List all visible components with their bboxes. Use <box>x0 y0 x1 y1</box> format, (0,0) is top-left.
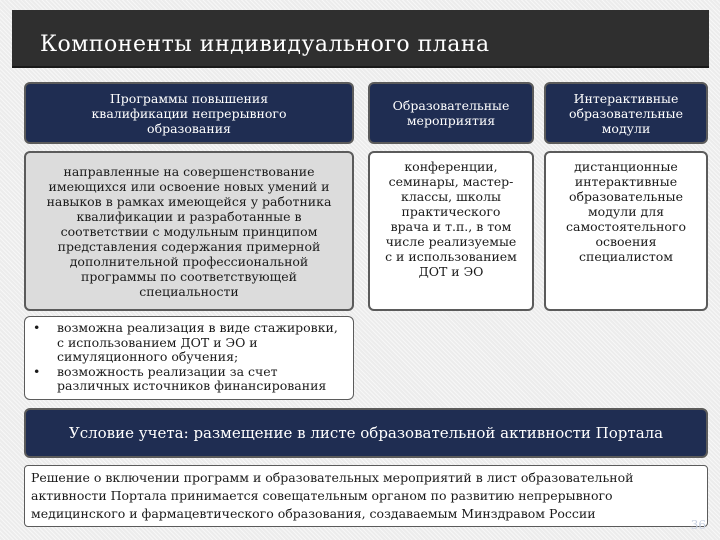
header-educational-events-text: Образовательные мероприятия <box>392 98 510 128</box>
condition-banner <box>24 408 708 458</box>
header-qualification-programs <box>24 82 354 144</box>
list-item <box>31 321 347 365</box>
decision-text: Решение о включении программ и образовательных мероприятий в лист образовательной активности Портала принимается совещательным органом по развитию непрерывного медицинского и фармацевтического образования, создаваемым Минздравом России <box>31 470 634 521</box>
desc-educational-events-text: конференции, семинары, мастер-классы, школы практического врача и т.п., в том числе реализуемые с и использованием ДОТ и ЭО <box>385 159 517 279</box>
desc-educational-events <box>368 151 534 311</box>
page-title: Компоненты индивидуального плана <box>40 32 490 57</box>
desc-qualification-programs <box>24 151 354 311</box>
bullet-icon: • <box>33 320 41 335</box>
bullet-icon: • <box>33 363 41 379</box>
header-interactive-modules <box>544 82 708 144</box>
title-bar <box>12 10 709 68</box>
condition-text: Условие учета: размещение в листе образовательной активности Портала <box>68 424 664 442</box>
header-interactive-modules-text: Интерактивные образовательные модули <box>568 90 684 136</box>
desc-interactive-modules <box>544 151 708 311</box>
header-educational-events <box>368 82 534 144</box>
header-qualification-programs-text: Программы повышения квалификации непрерывного образования <box>91 90 287 136</box>
decision-note <box>24 465 708 527</box>
bullet-text-2: возможность реализации за счет различных источников финансирования <box>57 363 327 393</box>
bullet-text-1: возможна реализация в виде стажировки, с использованием ДОТ и ЭО и симуляционного обучения; <box>57 320 338 364</box>
desc-interactive-modules-text: дистанционные интерактивные образовательные модули для самостоятельного освоения специалистом <box>565 159 687 264</box>
page-number: 36 <box>690 518 706 532</box>
list-item <box>31 365 347 394</box>
implementation-notes <box>24 316 354 400</box>
desc-qualification-programs-text: направленные на совершенствование имеющихся или освоение новых умений и навыков в рамках имеющейся у работника квалификации и разработанные в соответствии с модульным принципом представления содержания примерной дополнительной профессиональной программы по соответствующей специальности <box>46 163 332 299</box>
